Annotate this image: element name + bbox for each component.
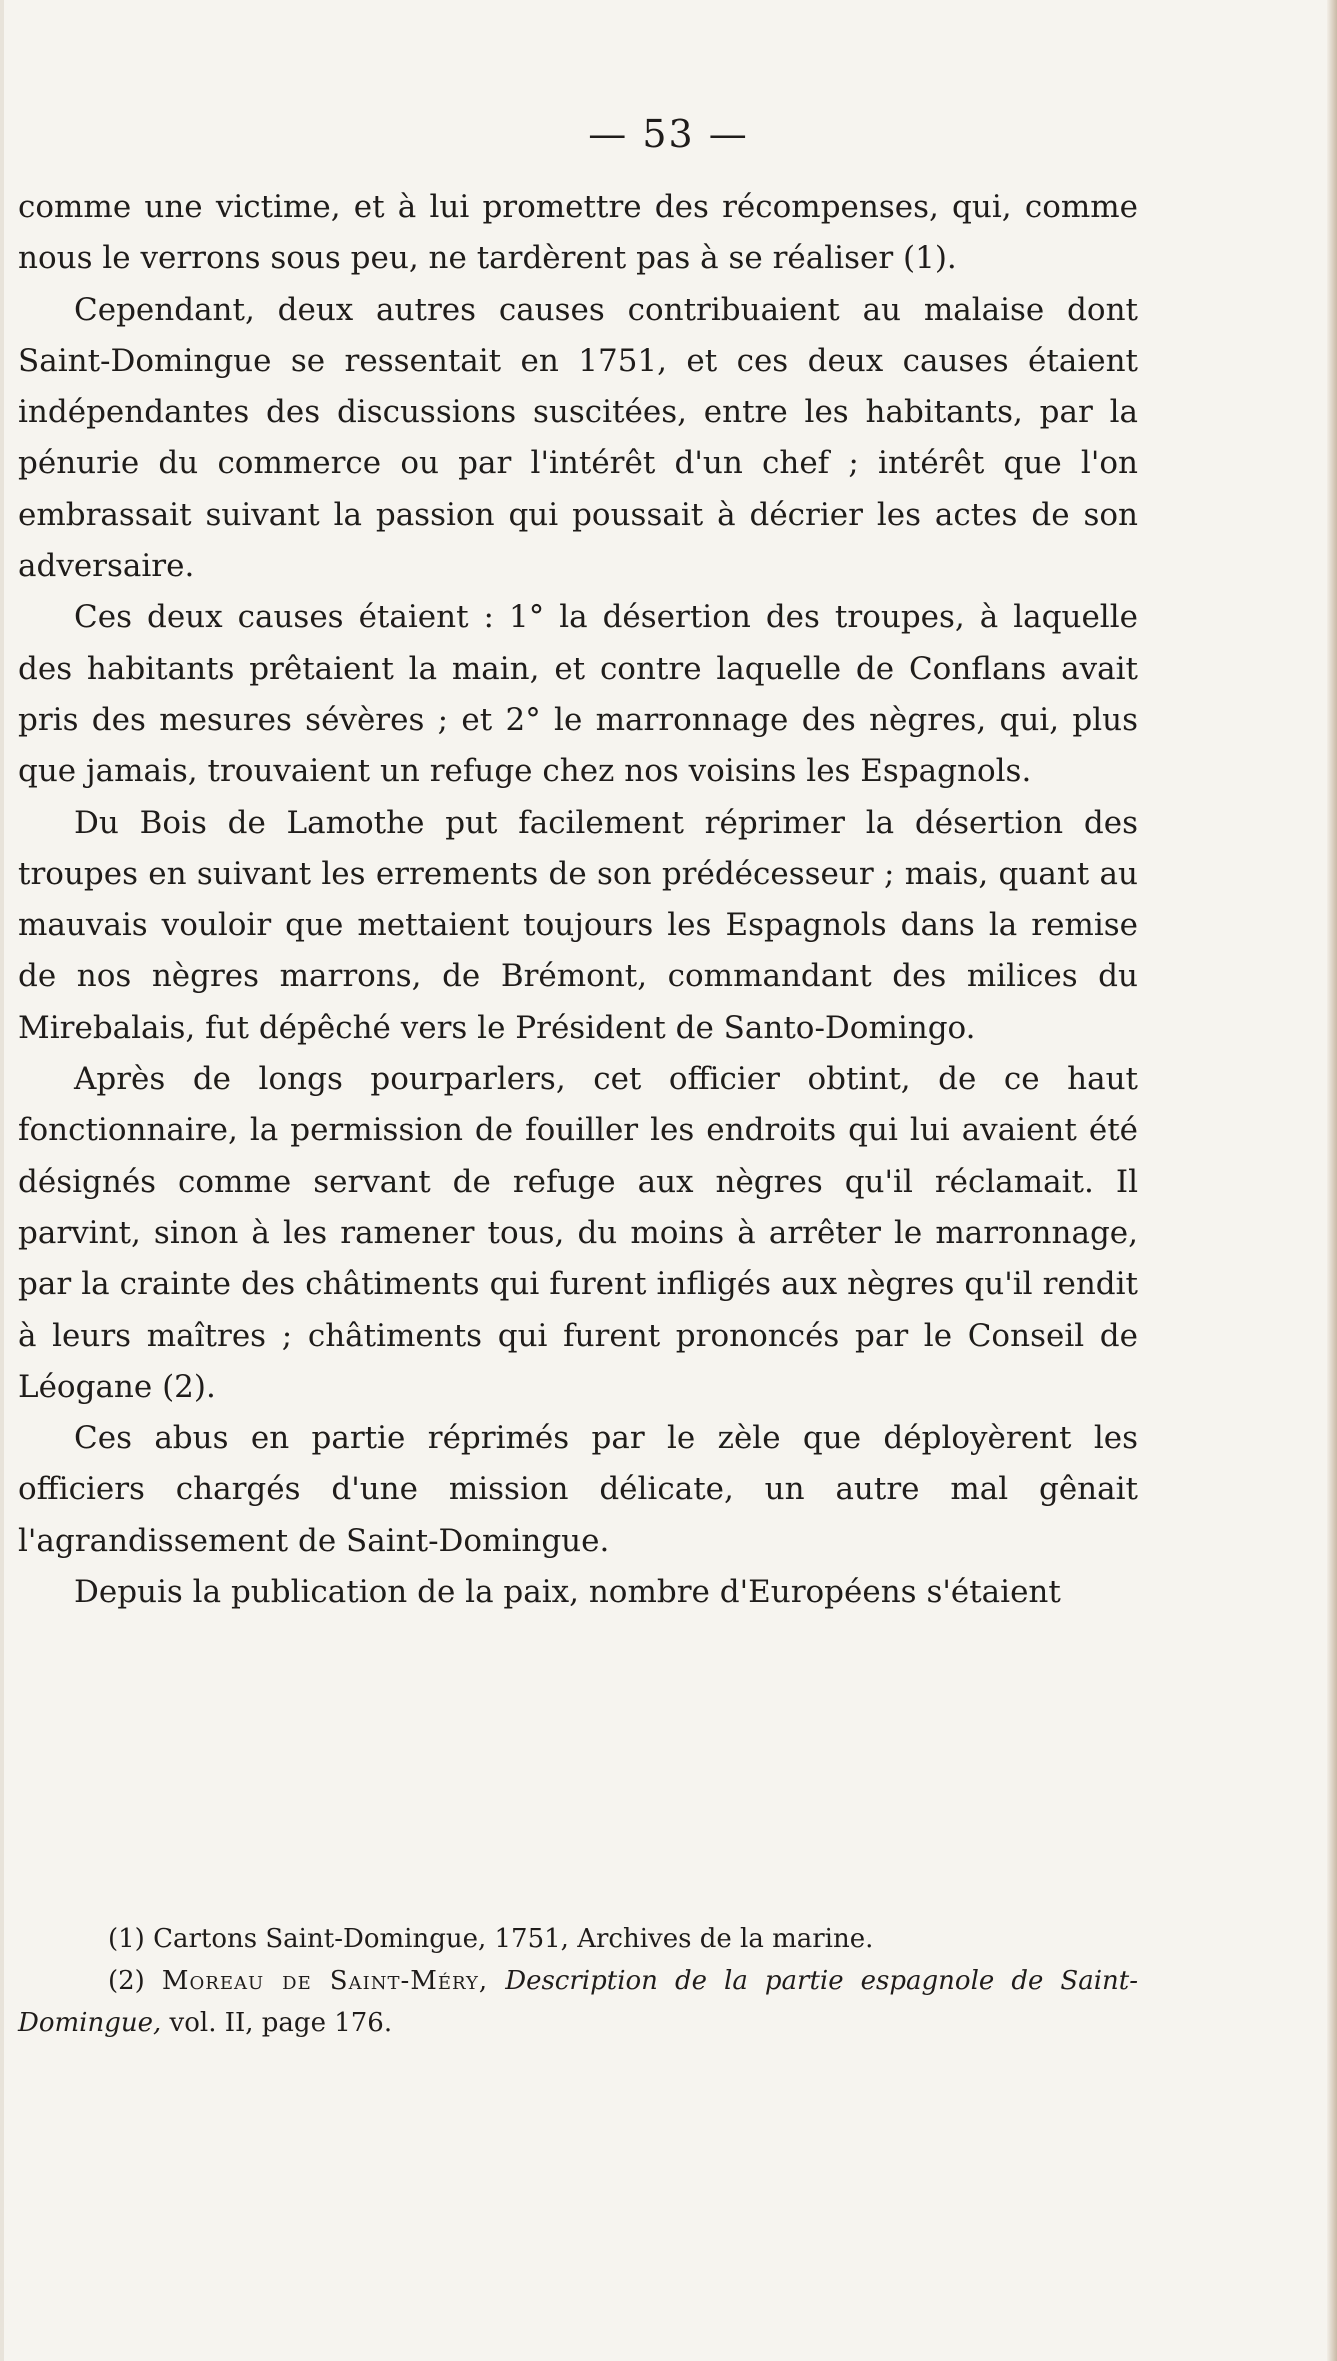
paragraph-5: Après de longs pourparlers, cet officier obtint, de ce haut fonctionnaire, la permission de fouiller les endroits qui lui avaient été désignés comme servant de refuge aux nègres qu'il réclamait. Il parvint, sinon à les ramener tous, du moins à arrêter le marronnage, par la crainte des châtiments qui furent infligés aux nègres qu'il rendit à leurs maîtres ; châtiments qui furent prononcés par le Conseil de Léogane (2). [18, 1061, 1138, 1405]
footnote-2-author: Moreau de Saint-Méry, [161, 1966, 489, 1996]
footnote-2-rest: vol. II, page 176. [169, 2008, 393, 2038]
footnote-2-number: (2) [108, 1966, 145, 1996]
page-right-edge [1327, 0, 1337, 2361]
paragraph-7: Depuis la publication de la paix, nombre d'Européens s'étaient [74, 1574, 1061, 1611]
paragraph-6: Ces abus en partie réprimés par le zèle que déployèrent les officiers chargés d'une mission délicate, un autre mal gênait l'agrandissement de Saint-Domingue. [18, 1420, 1138, 1559]
paragraph-4: Du Bois de Lamothe put facilement réprimer la désertion des troupes en suivant les errements de son prédécesseur ; mais, quant au mauvais vouloir que mettaient toujours les Espagnols dans la remise de nos nègres marrons, de Brémont, commandant des milices du Mirebalais, fut dépêché vers le Président de Santo-Domingo. [18, 804, 1138, 1046]
page-number: — 53 — [588, 112, 749, 156]
body-text [18, 182, 1138, 1618]
footnotes [18, 1918, 1138, 2044]
footnote-2 [18, 1960, 1138, 2044]
footnote-1: (1) Cartons Saint-Domingue, 1751, Archives de la marine. [108, 1924, 874, 1954]
paragraph-2: Cependant, deux autres causes contribuaient au malaise dont Saint-Domingue se ressentait en 1751, et ces deux causes étaient indépendantes des discussions suscitées, entre les habitants, par la pénurie du commerce ou par l'intérêt d'un chef ; intérêt que l'on embrassait suivant la passion qui poussait à décrier les actes de son adversaire. [18, 291, 1138, 585]
page-left-edge [0, 0, 4, 2361]
paragraph-3: Ces deux causes étaient : 1° la désertion des troupes, à laquelle des habitants prêtaient la main, et contre laquelle de Conflans avait pris des mesures sévères ; et 2° le marronnage des nègres, qui, plus que jamais, trouvaient un refuge chez nos voisins les Espagnols. [18, 599, 1138, 790]
footnote-2-title: Description de la partie espagnole de Saint-Domingue, [18, 1966, 1138, 2038]
paragraph-1: comme une victime, et à lui promettre des récompenses, qui, comme nous le verrons sous peu, ne tardèrent pas à se réaliser (1). [18, 189, 1138, 277]
